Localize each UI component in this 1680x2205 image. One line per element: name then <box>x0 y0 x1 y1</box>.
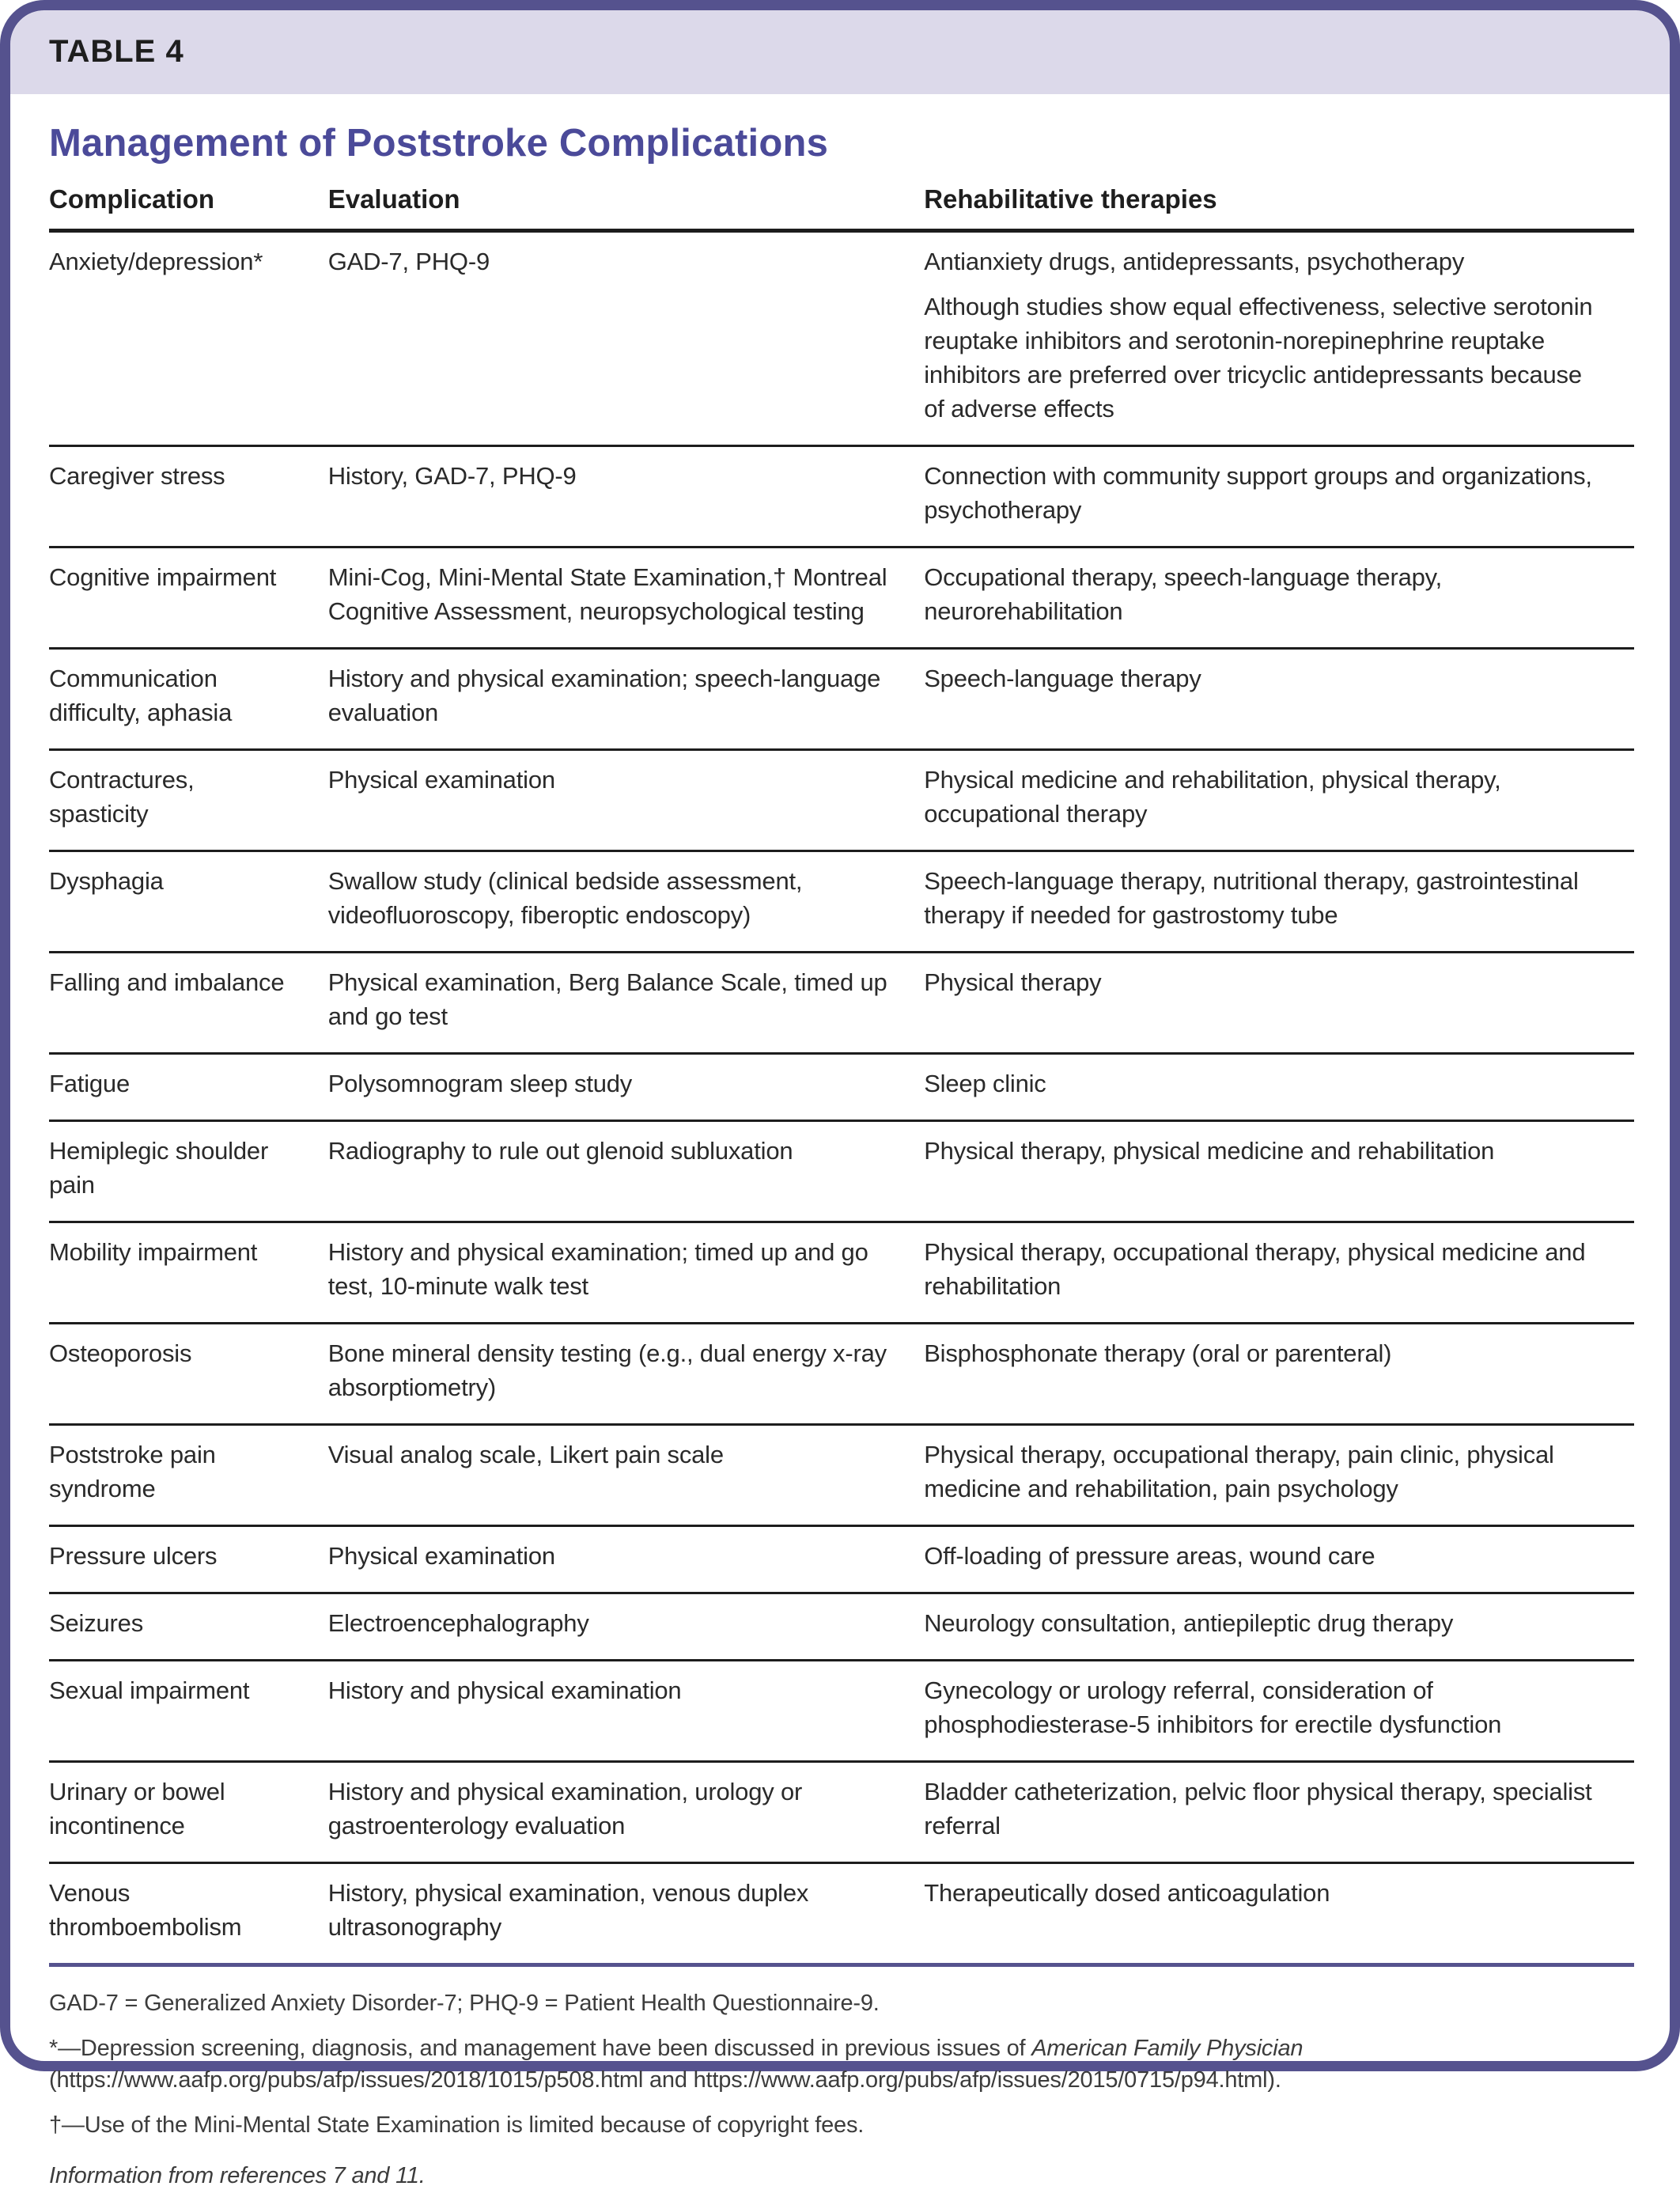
complication-cell: Falling and imbalance <box>49 953 328 1054</box>
column-header-evaluation: Evaluation <box>328 184 925 231</box>
therapies-cell: Physical therapy, physical medicine and rehabilitation <box>924 1121 1634 1222</box>
footnote-dagger: †—Use of the Mini-Mental State Examination is limited because of copyright fees. <box>49 2112 865 2138</box>
therapies-cell: Connection with community support groups and organizations, psychotherapy <box>924 446 1634 547</box>
complication-cell: Hemiplegic shoulder pain <box>49 1121 328 1222</box>
evaluation-cell: History and physical examination <box>328 1661 925 1762</box>
complication-cell: Osteoporosis <box>49 1324 328 1425</box>
evaluation-cell: Radiography to rule out glenoid subluxation <box>328 1121 925 1222</box>
table-row <box>49 851 1634 953</box>
table-row <box>49 1593 1634 1661</box>
therapies-cell: Bladder catheterization, pelvic floor physical therapy, specialist referral <box>924 1762 1634 1863</box>
table-row <box>49 1222 1634 1324</box>
footnote-abbreviations: GAD-7 = Generalized Anxiety Disorder-7; PHQ-9 = Patient Health Questionnaire-9. <box>49 1991 880 2016</box>
complication-cell: Cognitive impairment <box>49 547 328 649</box>
complication-cell: Seizures <box>49 1593 328 1661</box>
complication-cell: Venous thromboembolism <box>49 1863 328 1964</box>
complication-cell: Mobility impairment <box>49 1222 328 1324</box>
footnote-star-urls: (https://www.aafp.org/pubs/afp/issues/2018/1015/p508.html and https://www.aafp.org/pubs/afp/issues/2015/0715/p94.html). <box>49 2067 1281 2093</box>
table-row <box>49 446 1634 547</box>
complication-cell: Anxiety/depression* <box>49 248 263 275</box>
table-row <box>49 750 1634 851</box>
table-row <box>49 1526 1634 1593</box>
complication-cell: Urinary or bowel incontinence <box>49 1762 328 1863</box>
evaluation-cell: History and physical examination, urology or gastroenterology evaluation <box>328 1762 925 1863</box>
footnotes <box>49 1967 1634 2192</box>
footnote-source: Information from references 7 and 11. <box>49 2163 426 2188</box>
complication-cell: Caregiver stress <box>49 446 328 547</box>
table-row <box>49 953 1634 1054</box>
therapies-cell: Speech-language therapy, nutritional therapy, gastrointestinal therapy if needed for gastrostomy tube <box>924 851 1634 953</box>
header-band <box>10 10 1670 94</box>
evaluation-cell: History and physical examination; speech-language evaluation <box>328 649 925 750</box>
table-row <box>49 1762 1634 1863</box>
therapies-cell <box>924 231 1634 446</box>
therapies-cell: Physical therapy <box>924 953 1634 1054</box>
table-row <box>49 1661 1634 1762</box>
evaluation-cell: Mini-Cog, Mini-Mental State Examination,† Montreal Cognitive Assessment, neuropsychological testing <box>328 547 925 649</box>
therapy-paragraph: Antianxiety drugs, antidepressants, psychotherapy <box>924 248 1465 275</box>
table-tag: TABLE 4 <box>49 34 184 69</box>
evaluation-cell: History and physical examination; timed up and go test, 10-minute walk test <box>328 1222 925 1324</box>
evaluation-cell: History, physical examination, venous duplex ultrasonography <box>328 1863 925 1964</box>
footnote-star-text: *—Depression screening, diagnosis, and management have been discussed in previous issues of <box>49 2036 1032 2061</box>
page-title: Management of Poststroke Complications <box>49 122 829 165</box>
table-row <box>49 1324 1634 1425</box>
column-header-complication: Complication <box>49 184 328 231</box>
complication-cell: Dysphagia <box>49 851 328 953</box>
complication-cell: Communication difficulty, aphasia <box>49 649 328 750</box>
footnote-star-journal: American Family Physician <box>1031 2036 1304 2061</box>
evaluation-cell: Physical examination <box>328 750 925 851</box>
therapies-cell: Therapeutically dosed anticoagulation <box>924 1863 1634 1964</box>
table-content <box>49 94 1634 2205</box>
evaluation-cell: GAD-7, PHQ-9 <box>327 248 490 275</box>
therapy-paragraph: Although studies show equal effectiveness, selective serotonin reuptake inhibitors and serotonin-norepinephrine reuptake inhibitors are preferred over tricyclic antidepressants because of adverse effects <box>924 293 1593 422</box>
evaluation-cell: Physical examination <box>328 1526 925 1593</box>
evaluation-cell: Bone mineral density testing (e.g., dual energy x-ray absorptiometry) <box>328 1324 925 1425</box>
evaluation-cell: History, GAD-7, PHQ-9 <box>328 446 925 547</box>
evaluation-cell: Visual analog scale, Likert pain scale <box>328 1425 925 1526</box>
table-row <box>49 1425 1634 1526</box>
column-header-row <box>49 184 1634 231</box>
table-row <box>49 1054 1634 1121</box>
complication-cell: Fatigue <box>49 1054 328 1121</box>
table-row <box>49 1121 1634 1222</box>
evaluation-cell: Physical examination, Berg Balance Scale, timed up and go test <box>328 953 925 1054</box>
therapies-cell: Physical medicine and rehabilitation, physical therapy, occupational therapy <box>924 750 1634 851</box>
therapies-cell: Off-loading of pressure areas, wound care <box>924 1526 1634 1593</box>
footnote-star <box>49 2033 1634 2096</box>
column-header-therapies: Rehabilitative therapies <box>924 184 1634 231</box>
complication-cell: Contractures, spasticity <box>49 750 328 851</box>
evaluation-cell: Swallow study (clinical bedside assessment, videofluoroscopy, fiberoptic endoscopy) <box>328 851 925 953</box>
therapies-cell: Bisphosphonate therapy (oral or parenteral) <box>924 1324 1634 1425</box>
therapies-cell: Physical therapy, occupational therapy, physical medicine and rehabilitation <box>924 1222 1634 1324</box>
therapies-cell: Physical therapy, occupational therapy, pain clinic, physical medicine and rehabilitation, pain psychology <box>924 1425 1634 1526</box>
therapies-cell: Neurology consultation, antiepileptic drug therapy <box>924 1593 1634 1661</box>
table-row <box>49 649 1634 750</box>
evaluation-cell: Electroencephalography <box>328 1593 925 1661</box>
complications-table <box>49 184 1634 1963</box>
table-row <box>49 1863 1634 1964</box>
complication-cell: Pressure ulcers <box>49 1526 328 1593</box>
table-row <box>49 547 1634 649</box>
therapies-cell: Gynecology or urology referral, consideration of phosphodiesterase-5 inhibitors for erectile dysfunction <box>924 1661 1634 1762</box>
evaluation-cell: Polysomnogram sleep study <box>328 1054 925 1121</box>
therapies-cell: Speech-language therapy <box>924 649 1634 750</box>
complication-cell: Sexual impairment <box>49 1661 328 1762</box>
therapies-cell: Occupational therapy, speech-language therapy, neurorehabilitation <box>924 547 1634 649</box>
therapies-cell: Sleep clinic <box>924 1054 1634 1121</box>
table-row <box>49 231 1634 446</box>
complication-cell: Poststroke pain syndrome <box>49 1425 328 1526</box>
